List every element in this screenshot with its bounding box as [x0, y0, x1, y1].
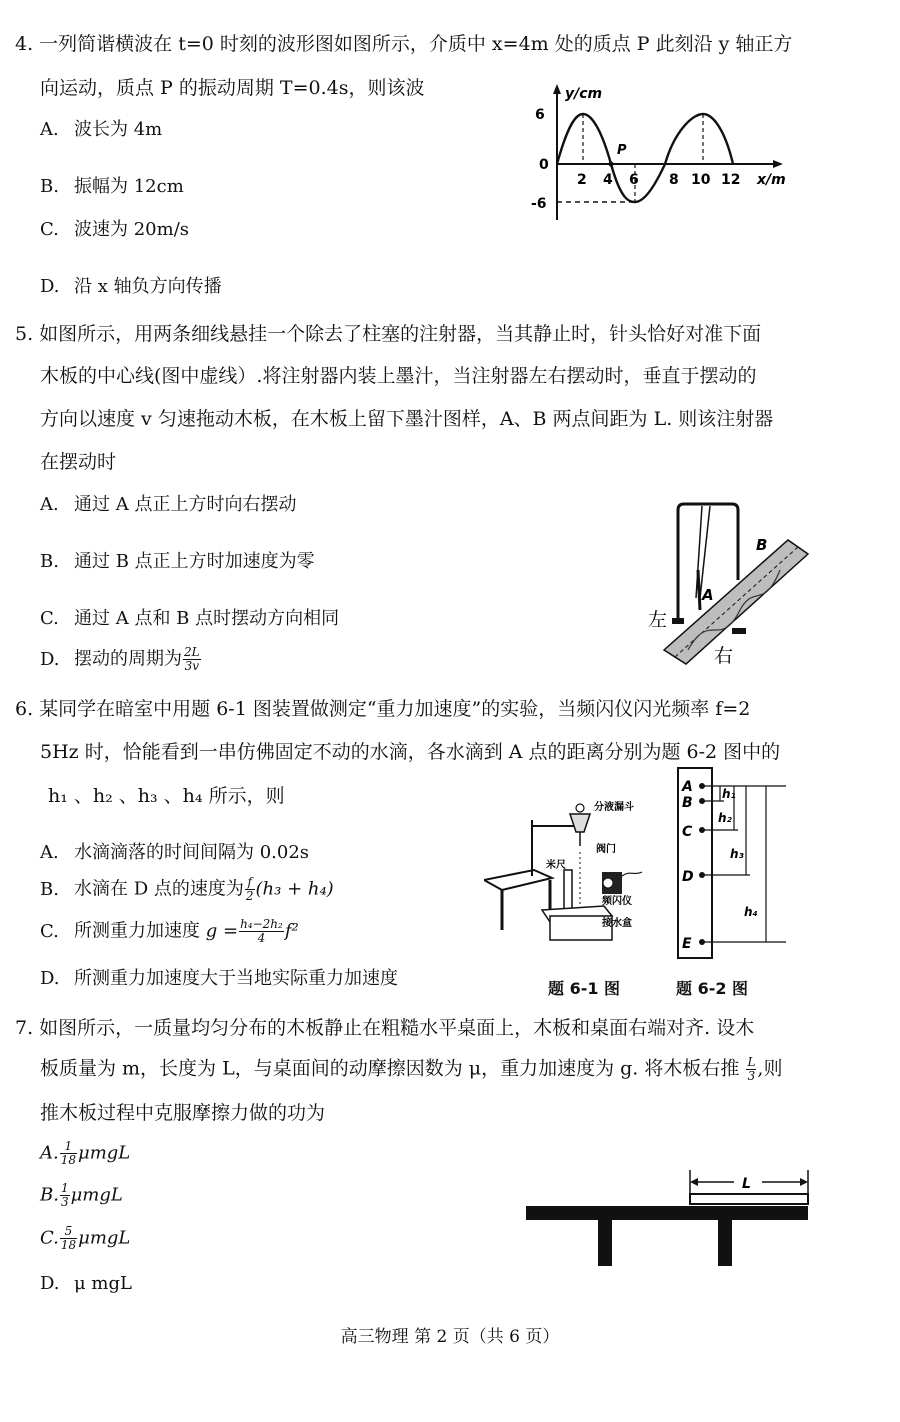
q6-point-c: C — [682, 824, 693, 840]
q6-fig1-caption: 题 6-1 图 — [548, 979, 621, 998]
q6-strobe-label: 频闪仪 — [602, 896, 632, 907]
q4-stem-line2: 向运动，质点 P 的振动周期 T=0.4s，则该波 — [40, 77, 425, 99]
q6-option-d: D. 所测重力加速度大于当地实际重力加速度 — [40, 968, 398, 989]
q6-stem-line2: 5Hz 时，恰能看到一串仿佛固定不动的水滴，各水滴到 A 点的距离分别为题 6-2 图中的 — [40, 741, 781, 763]
q4-ytick-6: 6 — [535, 107, 545, 123]
q6-c-fraction: $\frac{\text{h₄−2h₂}}{4}$ — [240, 917, 283, 945]
q6-point-e: E — [682, 936, 692, 952]
q4-option-b: B. 振幅为 12cm — [40, 176, 184, 197]
q4-xtick: 8 — [669, 172, 679, 188]
q4-xtick: 12 — [721, 172, 741, 188]
q4-point-p: P — [617, 143, 627, 158]
q6-option-c: C. 所测重力加速度 g = $\frac{\text{h₄−2h₂}}{4}$ f² — [40, 917, 299, 945]
q5-option-d: D. 摆动的周期为 $\frac{2L}{3v}$ — [40, 645, 200, 673]
q6-b-fraction: $\frac{f}{2}$ — [245, 875, 254, 903]
q5-stem-line4: 在摆动时 — [40, 451, 117, 473]
q7-b-fraction: $\frac{1}{3}$ — [60, 1181, 69, 1209]
q6-drops-figure — [668, 764, 798, 964]
q6-ruler-label: 米尺 — [546, 860, 566, 871]
q7-option-b: B. $\frac{1}{3}$ μmgL — [40, 1181, 123, 1209]
q6-h3: h₃ — [730, 847, 744, 861]
q6-point-a: A — [682, 779, 693, 795]
q7-option-a: A. $\frac{1}{18}$ μmgL — [40, 1139, 131, 1167]
q7-length-label: L — [742, 1176, 751, 1192]
q5-option-a: A. 通过 A 点正上方时向右摆动 — [40, 494, 297, 515]
q6-option-a: A. 水滴滴落的时间间隔为 0.02s — [40, 842, 310, 863]
q6-funnel-label: 分液漏斗 — [594, 802, 634, 813]
q5-label-a: A — [702, 586, 714, 604]
q4-option-d: D. 沿 x 轴负方向传播 — [40, 276, 222, 297]
q6-stem-line1: 6. 某同学在暗室中用题 6-1 图装置做测定“重力加速度”的实验，当频闪仪闪光频率 f=2 — [15, 698, 751, 720]
q6-apparatus-figure — [484, 800, 644, 950]
q6-point-d: D — [682, 869, 694, 885]
q4-option-c: C. 波速为 20m/s — [40, 219, 189, 240]
q6-option-b: B. 水滴在 D 点的速度为 $\frac{f}{2}$ (h₃ + h₄) — [40, 875, 334, 903]
q4-ytick-0: 0 — [539, 157, 549, 173]
q5-stem-line1: 5. 如图所示，用两条细线悬挂一个除去了柱塞的注射器，当其静止时，针头恰好对准下面 — [15, 323, 762, 345]
q4-wave-graph — [525, 80, 795, 230]
q4-xtick: 6 — [629, 172, 639, 188]
q7-option-c: C. $\frac{5}{18}$ μmgL — [40, 1224, 131, 1252]
q5-label-b: B — [756, 536, 768, 554]
q4-stem-line1: 4. 一列简谐横波在 t=0 时刻的波形图如图所示，介质中 x=4m 处的质点 P 此刻沿 y 轴正方 — [15, 33, 793, 55]
q4-xlabel: x/m — [757, 172, 786, 188]
q7-stem-line2: 板质量为 m，长度为 L，与桌面间的动摩擦因数为 μ，重力加速度为 g. 将木板右推 $\frac{L}{3}$ ,则 — [40, 1055, 783, 1083]
q6-point-b: B — [682, 795, 693, 811]
q5-stem-line2: 木板的中心线(图中虚线）.将注射器内装上墨汁，当注射器左右摆动时，垂直于摆动的 — [40, 365, 757, 387]
q5-period-fraction: $\frac{2L}{3v}$ — [184, 645, 200, 673]
q4-option-a: A. 波长为 4m — [40, 119, 163, 140]
q6-h4: h₄ — [744, 905, 758, 919]
q7-push-fraction: $\frac{L}{3}$ — [747, 1055, 756, 1083]
q5-option-b: B. 通过 B 点正上方时加速度为零 — [40, 551, 315, 572]
q5-syringe-figure — [640, 500, 810, 670]
q4-ytick-neg6: -6 — [531, 196, 547, 212]
q7-c-fraction: $\frac{5}{18}$ — [60, 1224, 77, 1252]
q6-h2: h₂ — [718, 811, 732, 825]
q6-valve-label: 阀门 — [596, 844, 616, 855]
q7-stem-line1: 7. 如图所示，一质量均匀分布的木板静止在粗糙水平桌面上，木板和桌面右端对齐. 设木 — [15, 1017, 755, 1039]
q6-stem-line3: h₁ 、h₂ 、h₃ 、h₄ 所示，则 — [48, 785, 285, 807]
q4-xtick: 10 — [691, 172, 711, 188]
q7-stem-line3: 推木板过程中克服摩擦力做的功为 — [40, 1102, 326, 1124]
page-footer: 高三物理 第 2 页（共 6 页） — [340, 1327, 560, 1347]
q4-ylabel: y/cm — [565, 86, 603, 102]
q5-option-c: C. 通过 A 点和 B 点时摆动方向相同 — [40, 608, 340, 629]
q4-xtick: 4 — [603, 172, 613, 188]
q6-h1: h₁ — [722, 787, 736, 801]
q5-stem-line3: 方向以速度 v 匀速拖动木板，在木板上留下墨汁图样，A、B 两点间距为 L. 则该注射器 — [40, 408, 774, 430]
q6-box-label: 接水盒 — [602, 918, 632, 929]
q6-fig2-caption: 题 6-2 图 — [676, 979, 749, 998]
q5-label-left: 左 — [648, 609, 668, 631]
q4-xtick: 2 — [577, 172, 587, 188]
q7-a-fraction: $\frac{1}{18}$ — [60, 1139, 77, 1167]
q5-label-right: 右 — [714, 645, 734, 667]
q7-option-d: D. μ mgL — [40, 1273, 132, 1294]
q7-board-figure — [522, 1166, 822, 1276]
